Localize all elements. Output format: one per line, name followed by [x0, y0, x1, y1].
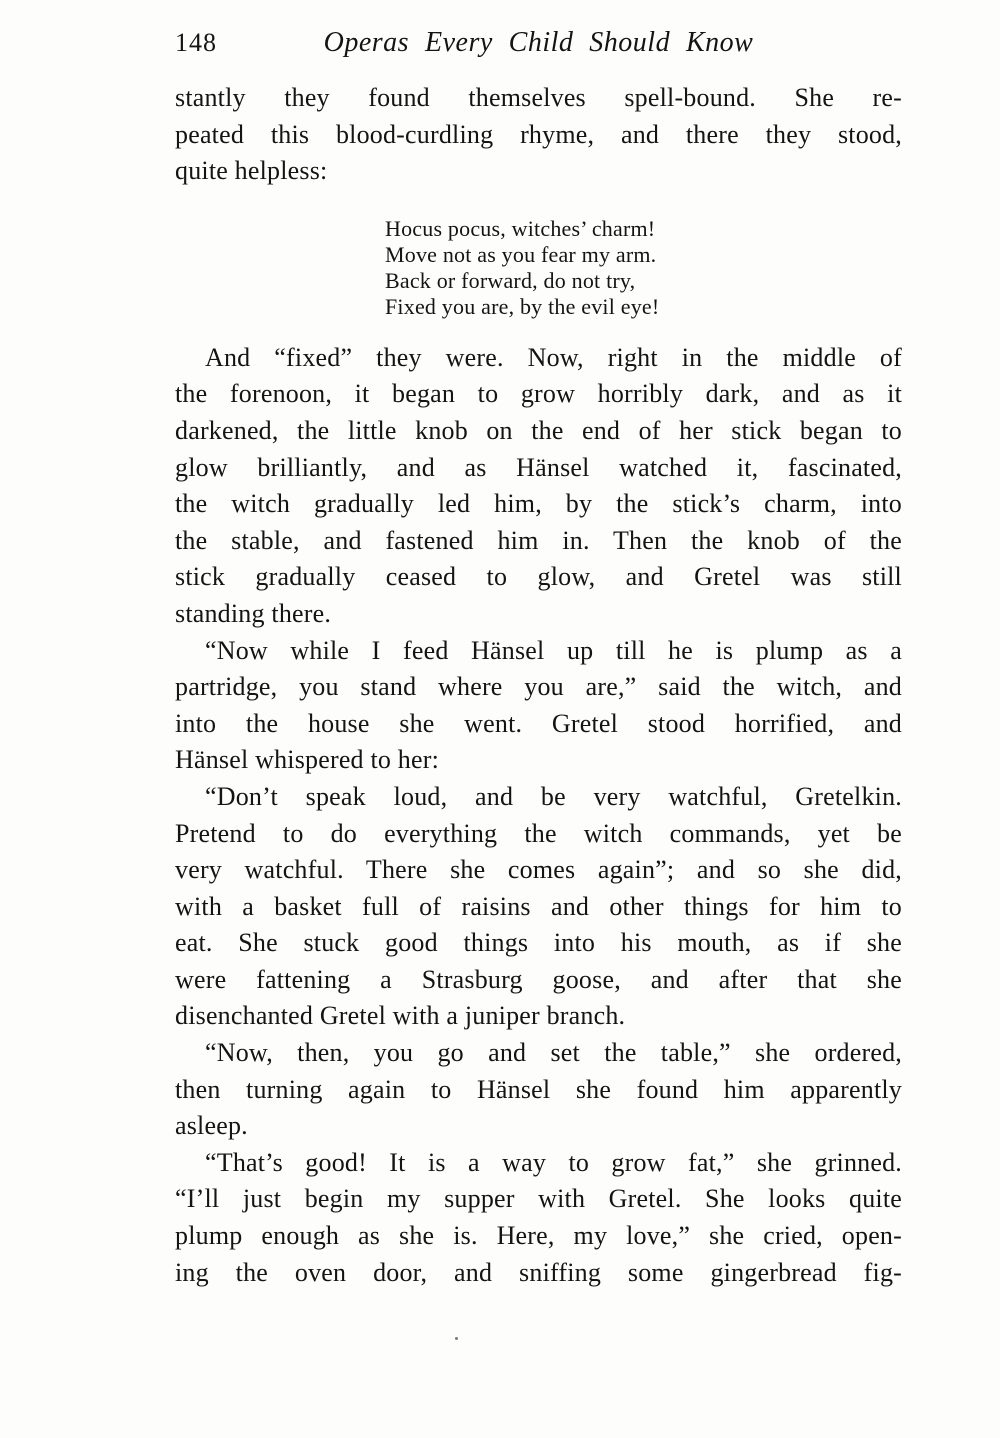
verse-line: Fixed you are, by the evil eye! — [385, 293, 660, 319]
verse-line: Move not as you fear my arm. — [385, 241, 657, 267]
verse-stanza — [385, 216, 902, 320]
text-line: the witch gradually led him, by the stick’s charm, into — [175, 489, 902, 519]
paragraph — [175, 779, 902, 1035]
text-line: ing the oven door, and sniffing some gingerbread fig- — [175, 1257, 902, 1287]
page-header — [175, 26, 902, 64]
text-line: quite helpless: — [175, 156, 328, 186]
paragraph — [175, 340, 902, 633]
text-line: Hänsel whispered to her: — [175, 745, 440, 775]
text-line: “Now while I feed Hänsel up till he is plump as a — [205, 635, 902, 665]
text-line: eat. She stuck good things into his mouth, as if she — [175, 928, 902, 958]
running-title: Operas Every Child Should Know — [323, 27, 754, 58]
text-line: partridge, you stand where you are,” said the witch, and — [175, 672, 902, 702]
text-line: “Don’t speak loud, and be very watchful, Gretelkin. — [205, 781, 902, 811]
page-number: 148 — [175, 28, 217, 57]
text-line: “Now, then, you go and set the table,” she ordered, — [205, 1038, 902, 1068]
text-line: Pretend to do everything the witch commands, yet be — [175, 818, 902, 848]
text-line: disenchanted Gretel with a juniper branch. — [175, 1001, 626, 1031]
text-line: peated this blood-curdling rhyme, and there they stood, — [175, 119, 902, 149]
text-line: And “fixed” they were. Now, right in the middle of — [205, 342, 902, 372]
paragraph — [175, 633, 902, 779]
text-line: the stable, and fastened him in. Then the knob of the — [175, 525, 902, 555]
text-line: “I’ll just begin my supper with Gretel. She looks quite — [175, 1184, 902, 1214]
text-line: the forenoon, it began to grow horribly dark, and as it — [175, 379, 902, 409]
text-line: glow brilliantly, and as Hänsel watched it, fascinated, — [175, 452, 902, 482]
paragraph — [175, 1035, 902, 1145]
text-line: darkened, the little knob on the end of her stick began to — [175, 415, 902, 445]
text-line: asleep. — [175, 1111, 248, 1141]
text-line: very watchful. There she comes again”; and so she did, — [175, 855, 902, 885]
text-line: then turning again to Hänsel she found him apparently — [175, 1074, 902, 1104]
text-block — [175, 80, 902, 1291]
text-line: standing there. — [175, 598, 332, 628]
text-line: plump enough as she is. Here, my love,” she cried, open- — [175, 1221, 902, 1251]
paragraph — [175, 80, 902, 190]
verse-line: Back or forward, do not try, — [385, 267, 636, 293]
text-line: into the house she went. Gretel stood horrified, and — [175, 708, 902, 738]
text-line: “That’s good! It is a way to grow fat,” she grinned. — [205, 1147, 902, 1177]
scan-speck — [455, 1337, 458, 1340]
paragraph — [175, 1145, 902, 1291]
verse-line: Hocus pocus, witches’ charm! — [385, 215, 656, 241]
text-line: were fattening a Strasburg goose, and after that she — [175, 964, 902, 994]
text-line: stick gradually ceased to glow, and Gretel was still — [175, 562, 902, 592]
text-line: stantly they found themselves spell-bound. She re- — [175, 83, 902, 112]
text-line: with a basket full of raisins and other things for him to — [175, 891, 902, 921]
